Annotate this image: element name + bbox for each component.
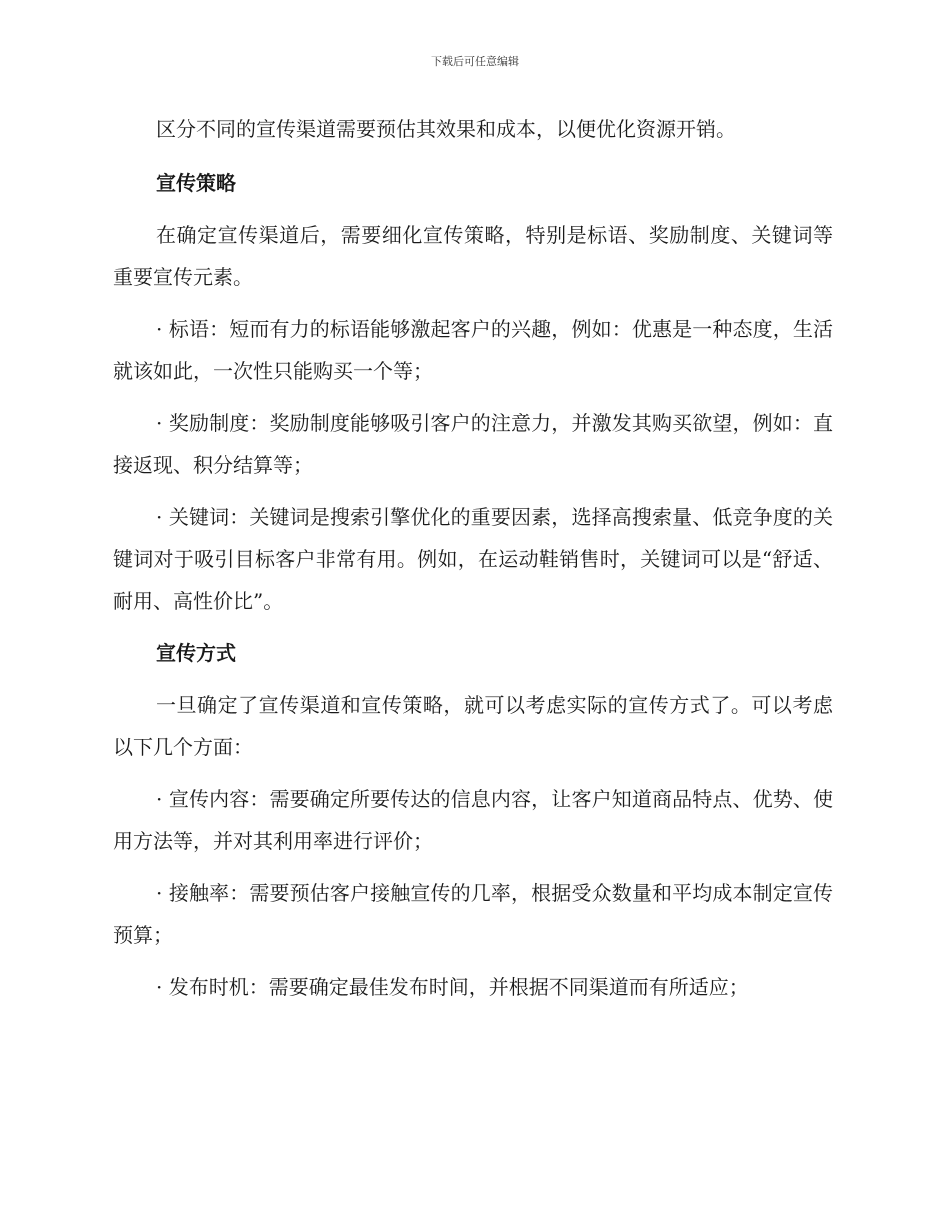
- section-heading-method: 宣传方式: [156, 641, 236, 665]
- strategy-paragraph: 在确定宣传渠道后，需要细化宣传策略，特别是标语、奖励制度、关键词等重要宣传元素。: [113, 223, 833, 289]
- bullet-contact-rate: · 接触率：需要预估客户接触宣传的几率，根据受众数量和平均成本制定宣传预算；: [113, 881, 833, 947]
- document-body: [113, 108, 833, 1018]
- bullet-timing: · 发布时机：需要确定最佳发布时间，并根据不同渠道而有所适应；: [156, 975, 749, 999]
- bullet-reward: · 奖励制度：奖励制度能够吸引客户的注意力，并激发其购买欲望，例如：直接返现、积分结算等；: [113, 411, 833, 477]
- bullet-content: · 宣传内容：需要确定所要传达的信息内容，让客户知道商品特点、优势、使用方法等，并对其利用率进行评价；: [113, 787, 833, 853]
- bullet-slogan: · 标语：短而有力的标语能够激起客户的兴趣，例如：优惠是一种态度，生活就该如此，一次性只能购买一个等；: [113, 317, 833, 383]
- method-paragraph: 一旦确定了宣传渠道和宣传策略，就可以考虑实际的宣传方式了。可以考虑以下几个方面：: [113, 693, 833, 759]
- intro-paragraph: 区分不同的宣传渠道需要预估其效果和成本，以便优化资源开销。: [156, 117, 736, 141]
- section-heading-strategy: 宣传策略: [156, 171, 236, 195]
- page-header: 下载后可任意编辑: [431, 55, 519, 68]
- bullet-keyword: · 关键词：关键词是搜索引擎优化的重要因素，选择高搜索量、低竞争度的关键词对于吸引目标客户非常有用。例如，在运动鞋销售时，关键词可以是“舒适、耐用、高性价比”。: [113, 505, 833, 613]
